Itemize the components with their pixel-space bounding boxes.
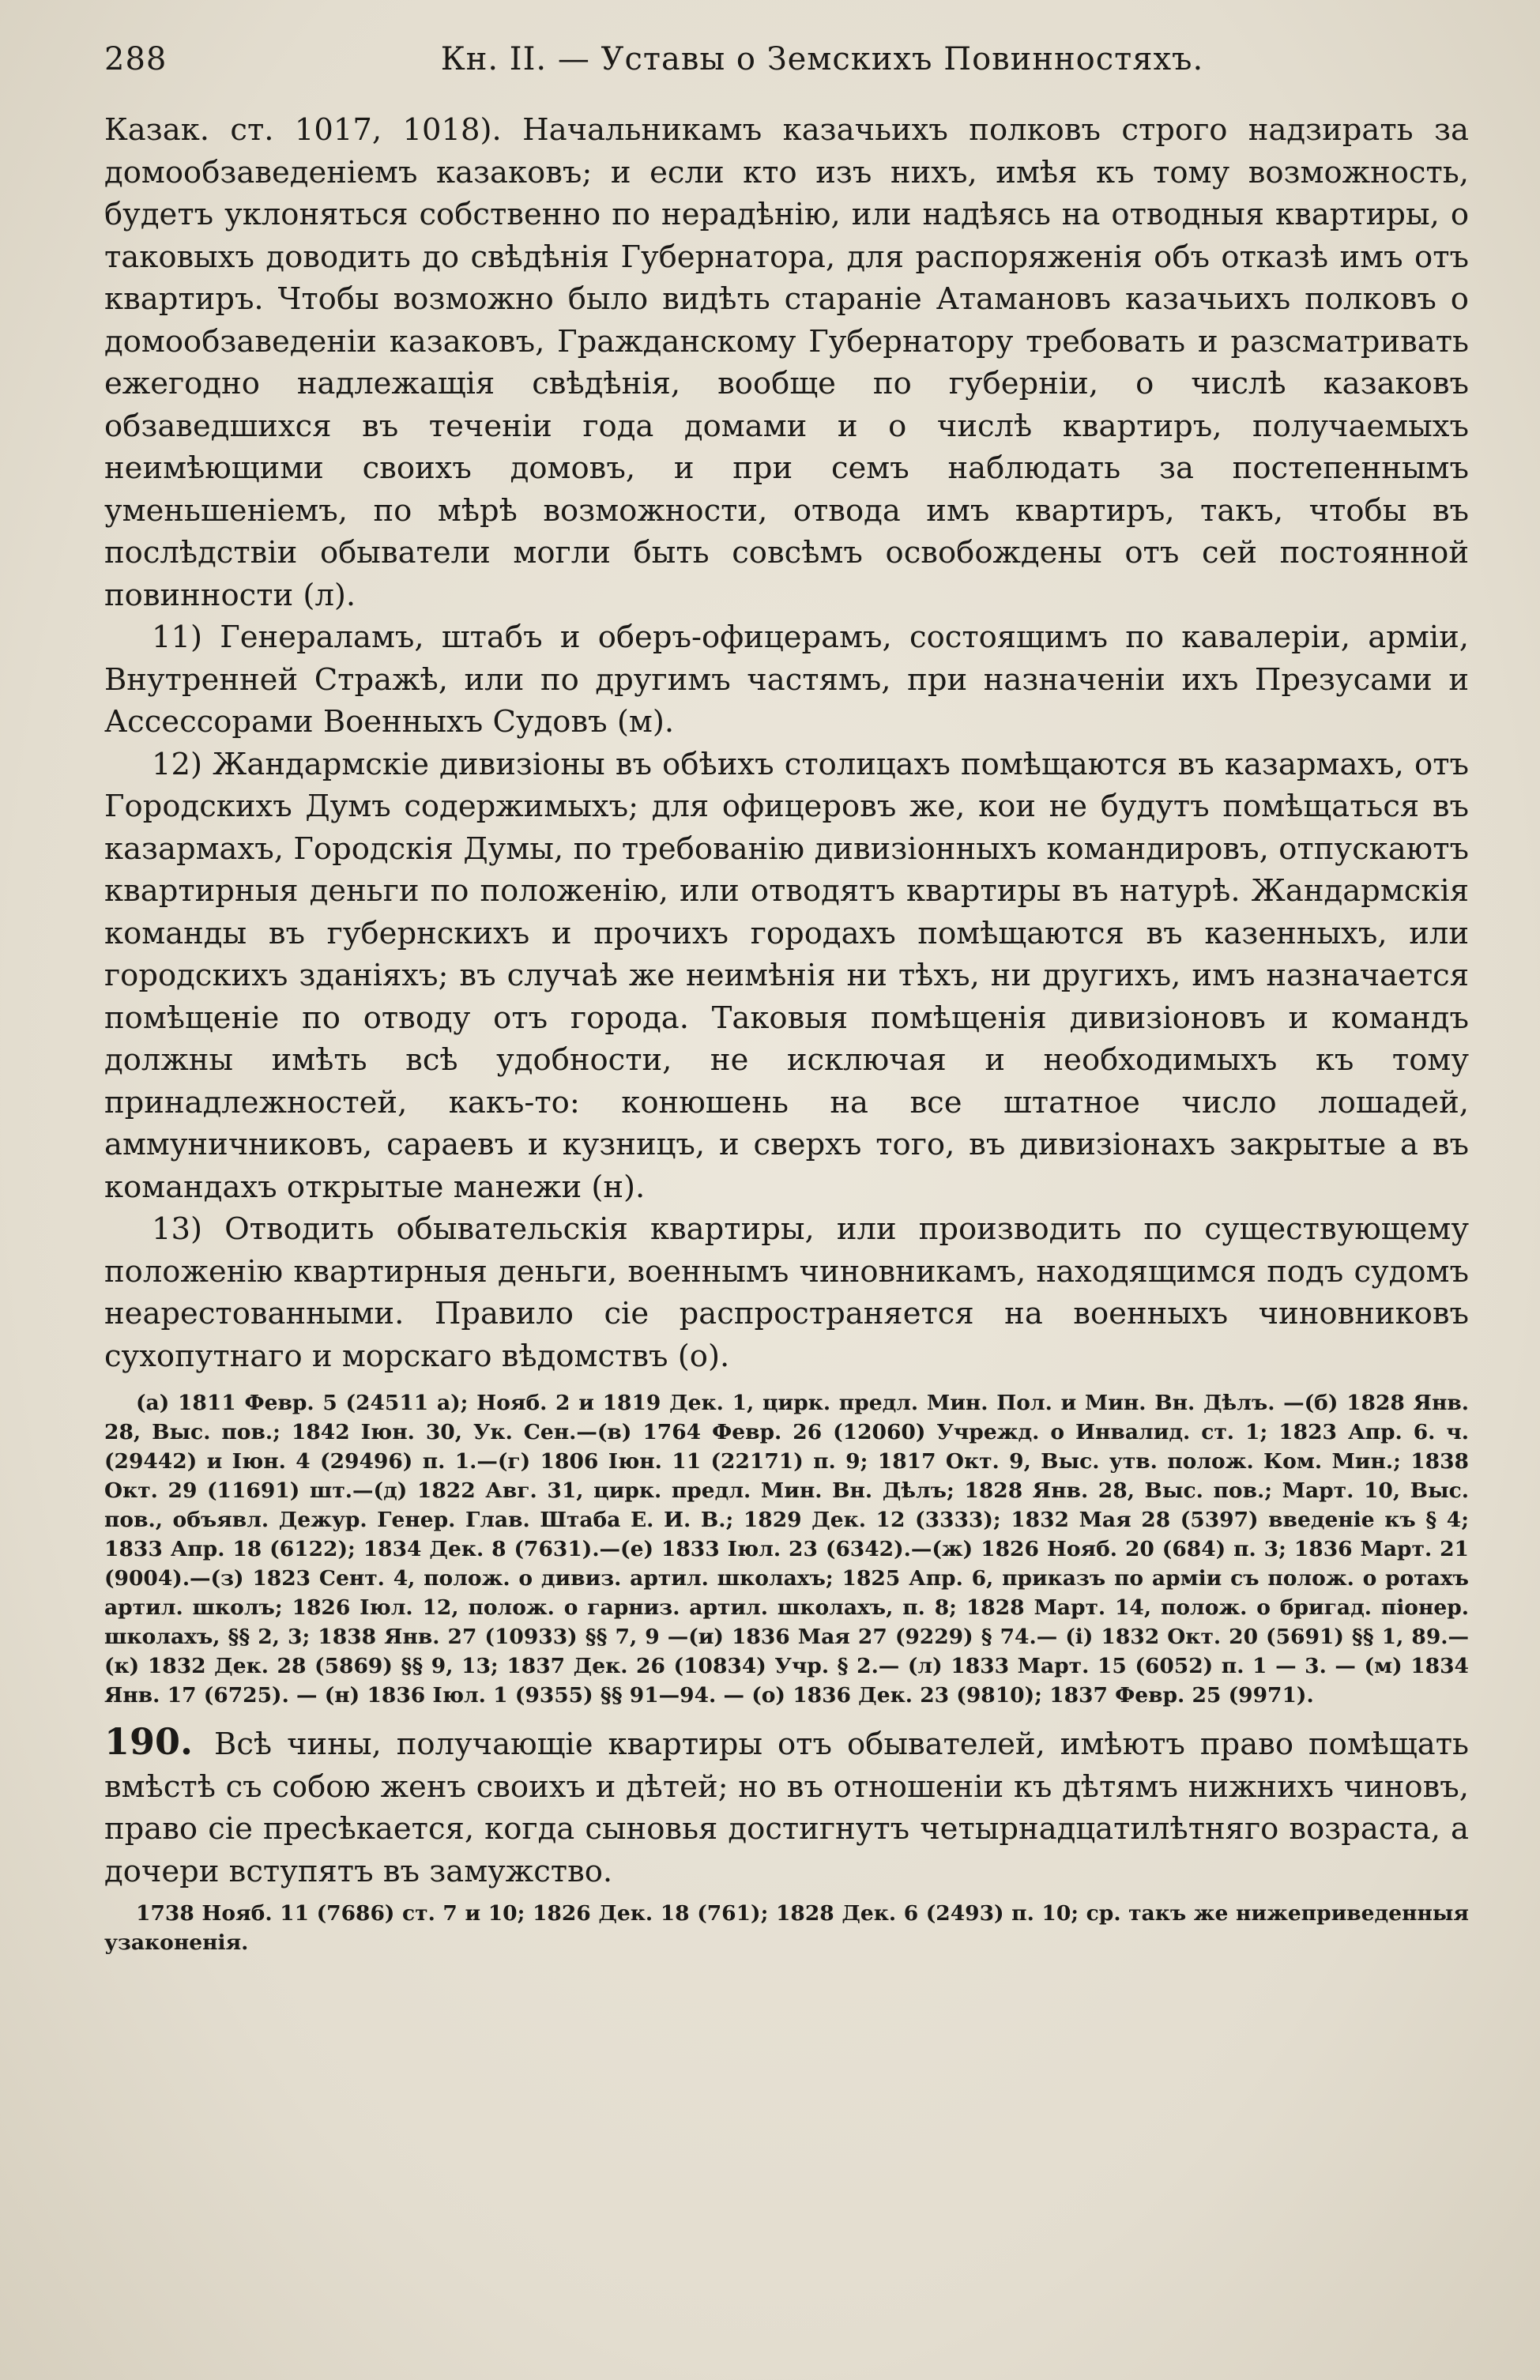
footnotes: (а) 1811 Февр. 5 (24511 а); Нояб. 2 и 1819 Дек. 1, цирк. предл. Мин. Пол. и Мин. Вн. Дѣлъ. —(б) 1828 Янв. 28, Выс. пов.; 1842 Іюн. 30, Ук. Сен.—(в) 1764 Февр. 26 (12060) Учрежд. о Инвалид. ст. 1; 1823 Апр. 6. ч. (29442) и Іюн. 4 (29496) п. 1.—(г) 1806 Іюн. 11 (22171) п. 9; 1817 Окт. 9, Выс. утв. полож. Ком. Мин.; 1838 Окт. 29 (11691) шт.—(д) 1822 Авг. 31, цирк. предл. Мин. Вн. Дѣлъ; 1828 Янв. 28, Выс. пов.; Март. 10, Выс. пов., объявл. Дежур. Генер. Глав. Штаба Е. И. В.; 1829 Дек. 12 (3333); 1832 Мая 28 (5397) введеніе къ § 4; 1833 Апр. 18 (6122); 1834 Дек. 8 (7631).—(е) 1833 Іюл. 23 (6342).—(ж) 1826 Нояб. 20 (684) п. 3; 1836 Март. 21 (9004).—(з) 1823 Сент. 4, полож. о дивиз. артил. школахъ; 1825 Апр. 6, приказъ по арміи съ полож. о ротахъ артил. школъ; 1826 Іюл. 12, полож. о гарниз. артил. школахъ, п. 8; 1828 Март. 14, полож. о бригад. піонер. школахъ, §§ 2, 3; 1838 Янв. 27 (10933) §§ 7, 9 —(и) 1836 Мая 27 (9229) § 74.— (і) 1832 Окт. 20 (5691) §§ 1, 89.—(к) 1832 Дек. 28 (5869) §§ 9, 13; 1837 Дек. 26 (10834) Учр. § 2.— (л) 1833 Март. 15 (6052) п. 1 — 3. — (м) 1834 Янв. 17 (6725). — (н) 1836 Іюл. 1 (9355) §§ 91—94. — (о) 1836 Дек. 23 (9810); 1837 Февр. 25 (9971). xyxy=(104,1391,1469,1708)
main-text xyxy=(104,109,1469,1377)
page-header xyxy=(104,41,1469,109)
running-title: Кн. II. — Уставы о Земскихъ Повинностяхъ. xyxy=(440,41,1204,77)
article-footnote: 1738 Нояб. 11 (7686) ст. 7 и 10; 1826 Дек. 18 (761); 1828 Дек. 6 (2493) п. 10; ср. такъ же нижеприведенныя узаконенія. xyxy=(104,1901,1469,1955)
article-190 xyxy=(104,1721,1469,1892)
article-number: 190. xyxy=(104,1720,194,1763)
paragraph-continuation: Казак. ст. 1017, 1018). Начальникамъ казачьихъ полковъ строго надзирать за домообзаведеніемъ казаковъ; и если кто изъ нихъ, имѣя къ тому возможность, будетъ уклоняться собственно по нерадѣнію, или надѣясь на отводныя квартиры, о таковыхъ доводить до свѣдѣнія Губернатора, для распоряженія объ отказѣ имъ отъ квартиръ. Чтобы возможно было видѣть стараніе Атамановъ казачьихъ полковъ о домообзаведеніи казаковъ, Гражданскому Губернатору требовать и разсматривать ежегодно надлежащія свѣдѣнія, вообще по губерніи, о числѣ казаковъ обзаведшихся въ теченіи года домами и о числѣ квартиръ, получаемыхъ неимѣющими своихъ домовъ, и при семъ наблюдать за постепеннымъ уменьшеніемъ, по мѣрѣ возможности, отвода имъ квартиръ, такъ, чтобы въ послѣдствіи обыватели могли быть совсѣмъ освобождены отъ сей постоянной повинности (л). xyxy=(104,112,1469,613)
paragraph-item-12: 12) Жандармскіе дивизіоны въ обѣихъ столицахъ помѣщаются въ казармахъ, отъ Городскихъ Думъ содержимыхъ; для офицеровъ же, кои не будутъ помѣщаться въ казармахъ, Городскія Думы, по требованію дивизіонныхъ командировъ, отпускаютъ квартирныя деньги по положенію, или отводятъ квартиры въ натурѣ. Жандармскія команды въ губернскихъ и прочихъ городахъ помѣщаются въ казенныхъ, или городскихъ зданіяхъ; въ случаѣ же неимѣнія ни тѣхъ, ни другихъ, имъ назначается помѣщеніе по отводу отъ города. Таковыя помѣщенія дивизіоновъ и командъ должны имѣть всѣ удобности, не исключая и необходимыхъ къ тому принадлежностей, какъ-то: конюшень на все штатное число лошадей, аммуничниковъ, сараевъ и кузницъ, и сверхъ того, въ дивизіонахъ закрытые а въ командахъ открытые манежи (н). xyxy=(104,746,1469,1205)
paragraph-item-13: 13) Отводить обывательскія квартиры, или производить по существующему положенію квартирныя деньги, военнымъ чиновникамъ, находящимся подъ судомъ неарестованными. Правило сіе распространяется на военныхъ чиновниковъ сухопутнаго и морскаго вѣдомствъ (о). xyxy=(104,1211,1469,1374)
paragraph-item-11: 11) Генераламъ, штабъ и оберъ-офицерамъ, состоящимъ по кавалеріи, арміи, Внутренней Стражѣ, или по другимъ частямъ, при назначеніи ихъ Презусами и Ассессорами Военныхъ Судовъ (м). xyxy=(104,619,1469,740)
page-number: 288 xyxy=(104,41,168,77)
article-text: Всѣ чины, получающіе квартиры отъ обывателей, имѣютъ право помѣщать вмѣстѣ съ собою женъ своихъ и дѣтей; но въ отношеніи къ дѣтямъ нижнихъ чиновъ, право сіе пресѣкается, когда сыновья достигнутъ четырнадцатилѣтняго возраста, а дочери вступятъ въ замужство. xyxy=(104,1727,1469,1889)
